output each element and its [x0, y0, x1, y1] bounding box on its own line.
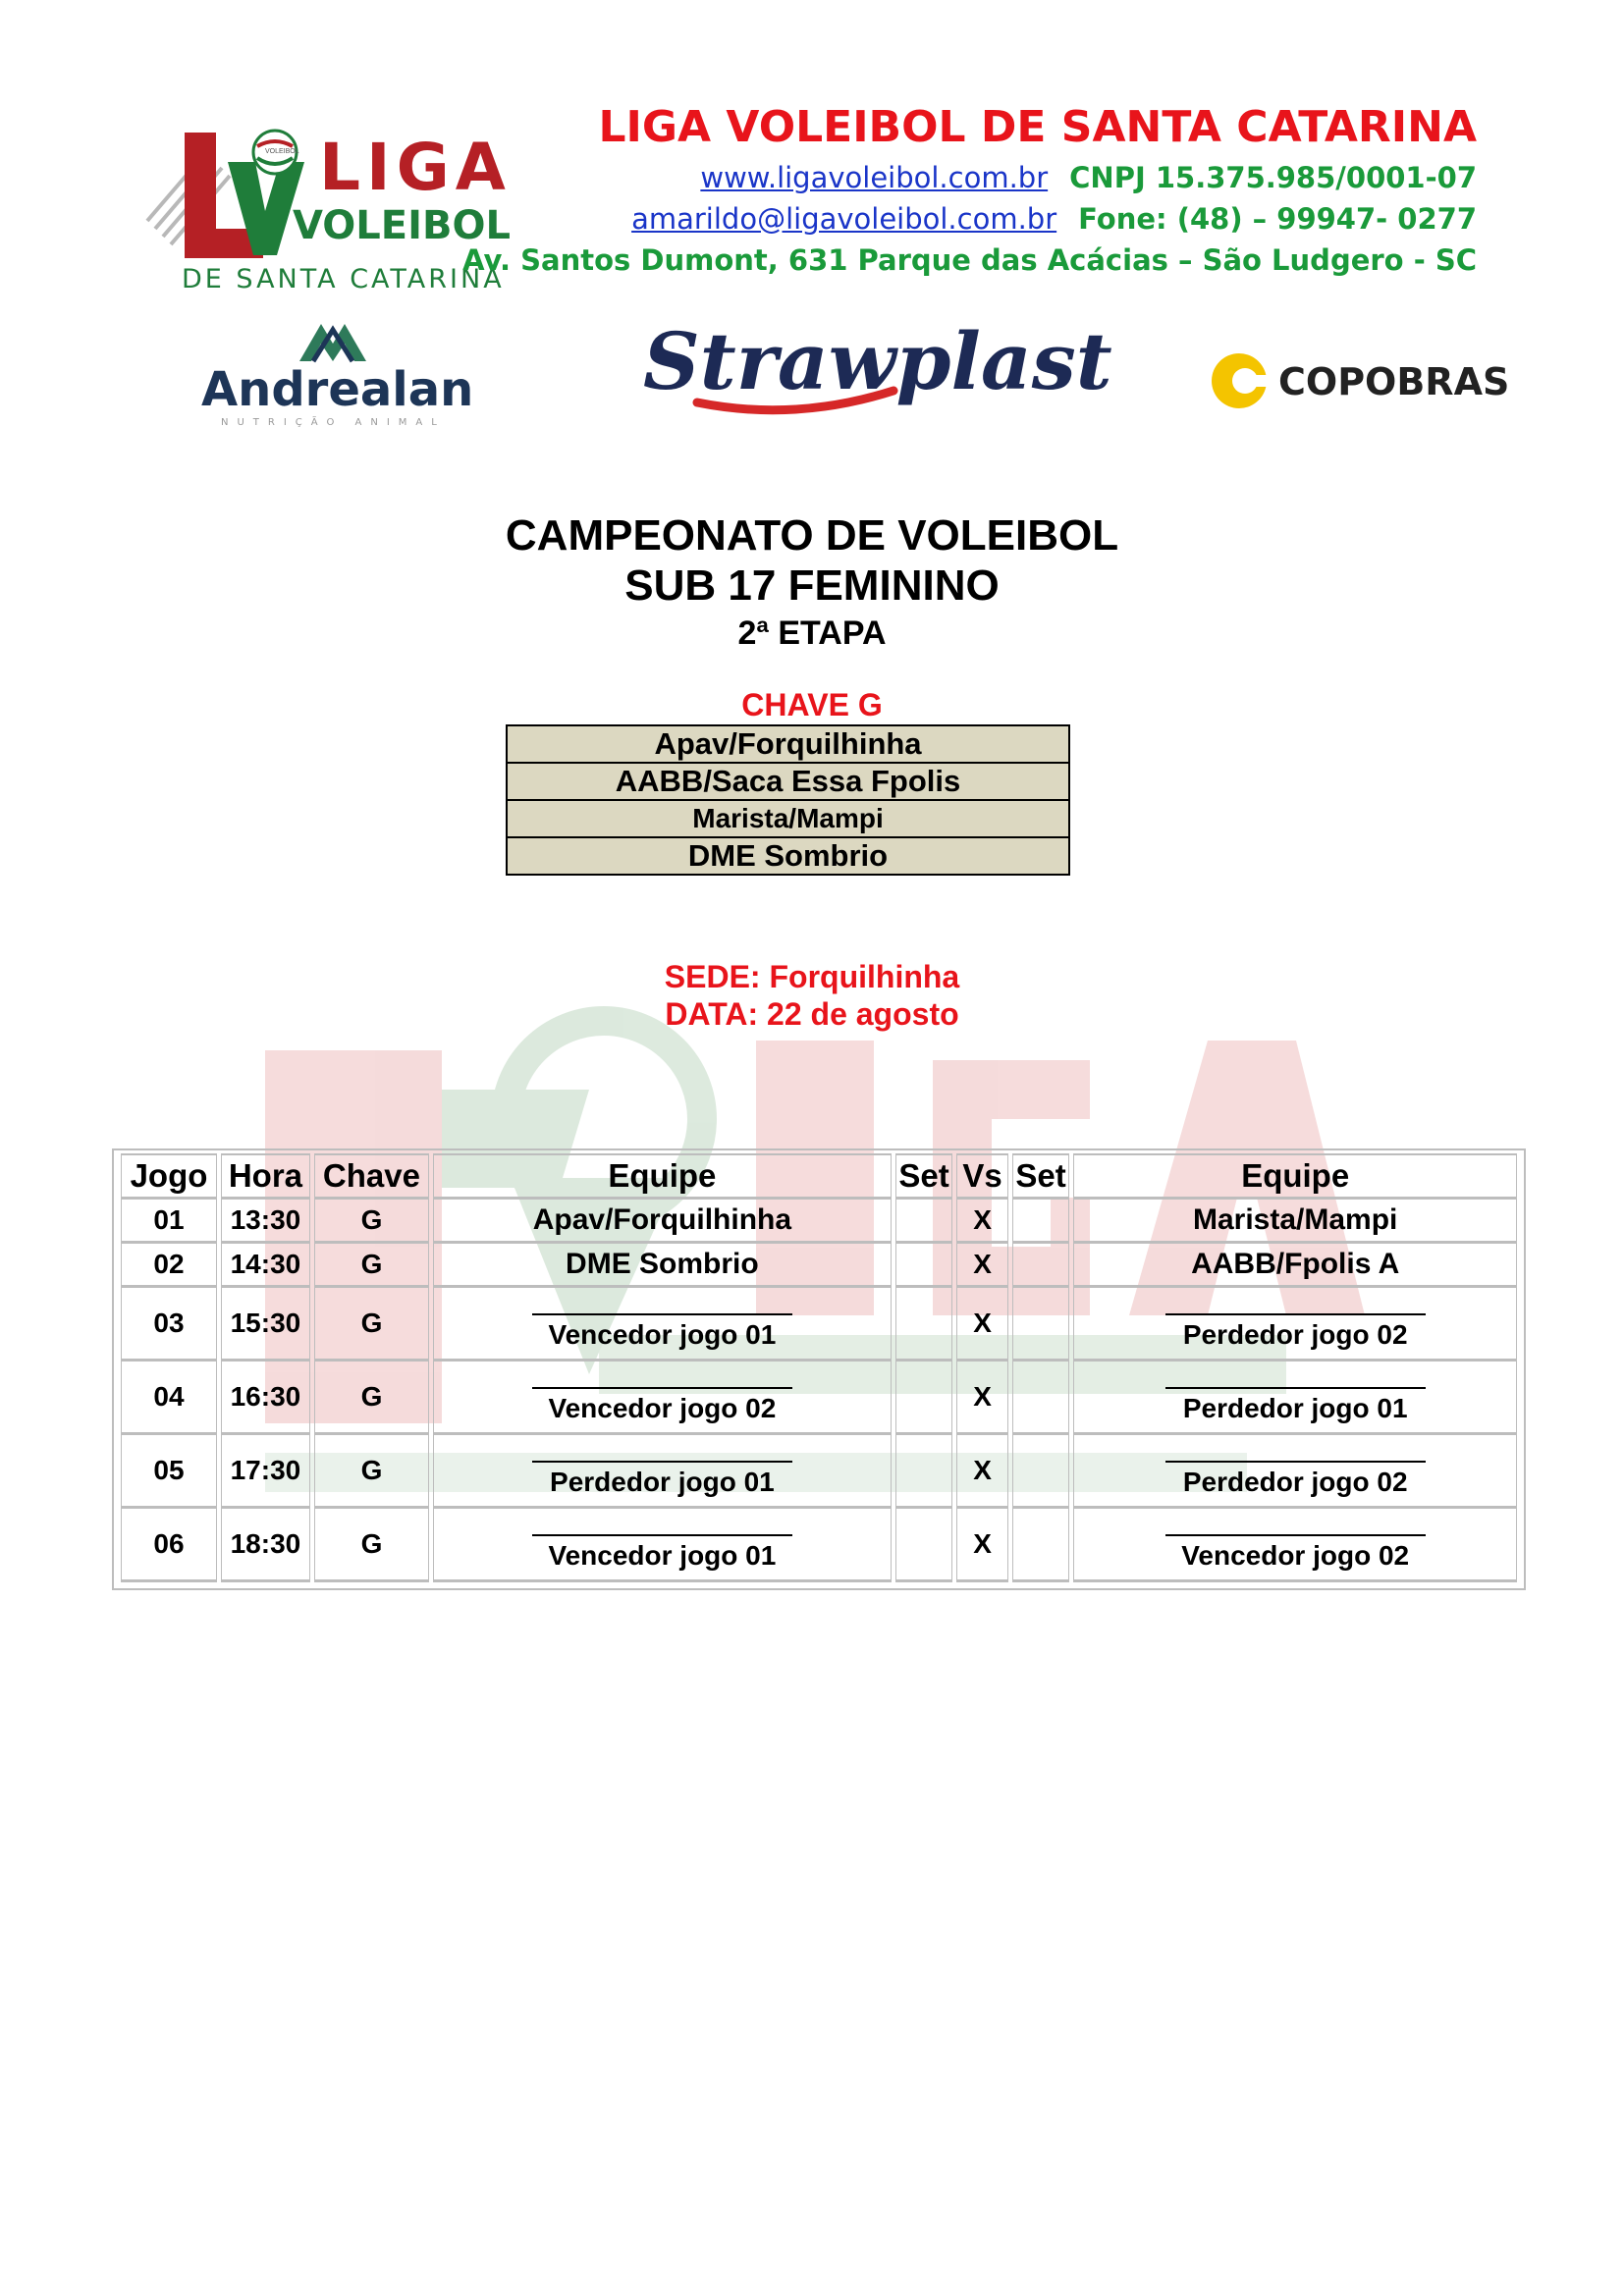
header-vs: Vs: [956, 1153, 1008, 1200]
cell-chave: G: [314, 1244, 429, 1288]
logo-tagline: DE SANTA CATARINA: [182, 264, 505, 294]
cell-team-2: [1073, 1509, 1517, 1582]
cell-chave: G: [314, 1200, 429, 1244]
cell-jogo: 02: [121, 1244, 217, 1288]
fill-line: [1165, 1517, 1426, 1536]
cell-team-2: [1073, 1435, 1517, 1509]
fill-line: [1165, 1369, 1426, 1389]
cell-team-1: [433, 1362, 892, 1435]
cell-team-1: Apav/Forquilhinha: [433, 1200, 892, 1244]
cell-set-1: [895, 1362, 953, 1435]
header-equipe-1: Equipe: [433, 1153, 892, 1200]
cell-hora: 18:30: [221, 1509, 310, 1582]
team-2-label: Perdedor jogo 02: [1182, 1319, 1408, 1350]
cell-set-1: [895, 1509, 953, 1582]
cell-set-1: [895, 1200, 953, 1244]
cell-hora: 14:30: [221, 1244, 310, 1288]
copobras-wordmark: COPOBRAS: [1278, 360, 1510, 403]
cell-vs: X: [956, 1288, 1008, 1362]
cell-set-2: [1012, 1435, 1070, 1509]
cell-set-2: [1012, 1288, 1070, 1362]
team-1-label: Vencedor jogo 01: [548, 1319, 777, 1350]
team-2-label: Vencedor jogo 02: [1181, 1540, 1410, 1571]
group-title: CHAVE G: [741, 687, 883, 722]
group-teams-table: [506, 724, 1070, 876]
games-table: [117, 1153, 1521, 1582]
cell-hora: 16:30: [221, 1362, 310, 1435]
logo-word-liga: LIGA: [319, 130, 512, 205]
group-team: DME Sombrio: [507, 837, 1069, 875]
cell-jogo: 03: [121, 1288, 217, 1362]
fill-line: [532, 1517, 792, 1536]
cell-chave: G: [314, 1288, 429, 1362]
logo-ball-text: VOLEIBOL: [265, 148, 299, 155]
org-address: Av. Santos Dumont, 631 Parque das Acácias – São Ludgero - SC: [462, 243, 1477, 277]
cell-vs: X: [956, 1509, 1008, 1582]
copobras-logo: [1208, 346, 1510, 419]
cell-chave: G: [314, 1509, 429, 1582]
cell-team-1: [433, 1435, 892, 1509]
cell-vs: X: [956, 1244, 1008, 1288]
cell-team-1: [433, 1288, 892, 1362]
cell-team-1: DME Sombrio: [433, 1244, 892, 1288]
org-header: [462, 98, 1477, 281]
strawplast-logo: [638, 312, 1112, 425]
cell-jogo: 04: [121, 1362, 217, 1435]
table-row: [121, 1362, 1517, 1435]
cell-hora: 17:30: [221, 1435, 310, 1509]
cell-vs: X: [956, 1200, 1008, 1244]
fill-line: [532, 1443, 792, 1463]
cell-jogo: 06: [121, 1509, 217, 1582]
games-table-frame: [112, 1148, 1526, 1590]
strawplast-wordmark: Strawplast: [643, 315, 1112, 407]
fill-line: [532, 1296, 792, 1315]
table-row: [121, 1509, 1517, 1582]
team-1-label: Perdedor jogo 01: [550, 1467, 775, 1497]
cell-chave: G: [314, 1435, 429, 1509]
cell-team-2: Marista/Mampi: [1073, 1200, 1517, 1244]
org-line-contact: [462, 198, 1477, 240]
header-equipe-2: Equipe: [1073, 1153, 1517, 1200]
venue-sede: SEDE: Forquilhinha: [664, 959, 960, 994]
table-row: [121, 1288, 1517, 1362]
cell-set-2: [1012, 1244, 1070, 1288]
cell-set-1: [895, 1288, 953, 1362]
andrealan-wordmark: Andrealan: [201, 362, 474, 417]
website-link[interactable]: www.ligavoleibol.com.br: [700, 161, 1049, 194]
header-set-1: Set: [895, 1153, 953, 1200]
cell-set-2: [1012, 1509, 1070, 1582]
table-row: [121, 1200, 1517, 1244]
cell-team-1: [433, 1509, 892, 1582]
org-phone: Fone: (48) – 99947- 0277: [1078, 202, 1477, 236]
fill-line: [532, 1369, 792, 1389]
cell-vs: X: [956, 1435, 1008, 1509]
title-line-2: SUB 17 FEMININO: [624, 561, 1000, 610]
cell-set-2: [1012, 1362, 1070, 1435]
cell-jogo: 01: [121, 1200, 217, 1244]
andrealan-subtitle: NUTRIÇÃO ANIMAL: [221, 417, 446, 428]
group-team: AABB/Saca Essa Fpolis: [507, 763, 1069, 800]
cell-chave: G: [314, 1362, 429, 1435]
org-line-web: [462, 157, 1477, 198]
venue-date: DATA: 22 de agosto: [665, 996, 959, 1032]
cell-vs: X: [956, 1362, 1008, 1435]
cell-hora: 13:30: [221, 1200, 310, 1244]
group-team: Apav/Forquilhinha: [507, 725, 1069, 763]
cell-team-2: AABB/Fpolis A: [1073, 1244, 1517, 1288]
org-cnpj: CNPJ 15.375.985/0001-07: [1069, 161, 1477, 194]
fill-line: [1165, 1296, 1426, 1315]
andrealan-logo: [201, 312, 486, 430]
championship-titles: [0, 510, 1624, 656]
header-set-2: Set: [1012, 1153, 1070, 1200]
cell-team-2: [1073, 1362, 1517, 1435]
team-2-label: Perdedor jogo 02: [1182, 1467, 1408, 1497]
group-team: Marista/Mampi: [507, 800, 1069, 837]
org-title: LIGA VOLEIBOL DE SANTA CATARINA: [598, 102, 1477, 152]
cell-set-1: [895, 1244, 953, 1288]
cell-jogo: 05: [121, 1435, 217, 1509]
team-1-label: Vencedor jogo 02: [548, 1393, 777, 1423]
title-line-3: 2ª ETAPA: [737, 614, 887, 652]
table-row: [121, 1244, 1517, 1288]
table-row: [121, 1435, 1517, 1509]
fill-line: [1165, 1443, 1426, 1463]
title-line-1: CAMPEONATO DE VOLEIBOL: [505, 511, 1119, 560]
cell-hora: 15:30: [221, 1288, 310, 1362]
cell-set-2: [1012, 1200, 1070, 1244]
logo-word-voleibol: VOLEIBOL: [293, 203, 511, 248]
cell-team-2: [1073, 1288, 1517, 1362]
header-jogo: Jogo: [121, 1153, 217, 1200]
team-2-label: Perdedor jogo 01: [1182, 1393, 1408, 1423]
email-link[interactable]: amarildo@ligavoleibol.com.br: [631, 202, 1057, 236]
cell-set-1: [895, 1435, 953, 1509]
header-hora: Hora: [221, 1153, 310, 1200]
header-chave: Chave: [314, 1153, 429, 1200]
team-1-label: Vencedor jogo 01: [548, 1540, 777, 1571]
